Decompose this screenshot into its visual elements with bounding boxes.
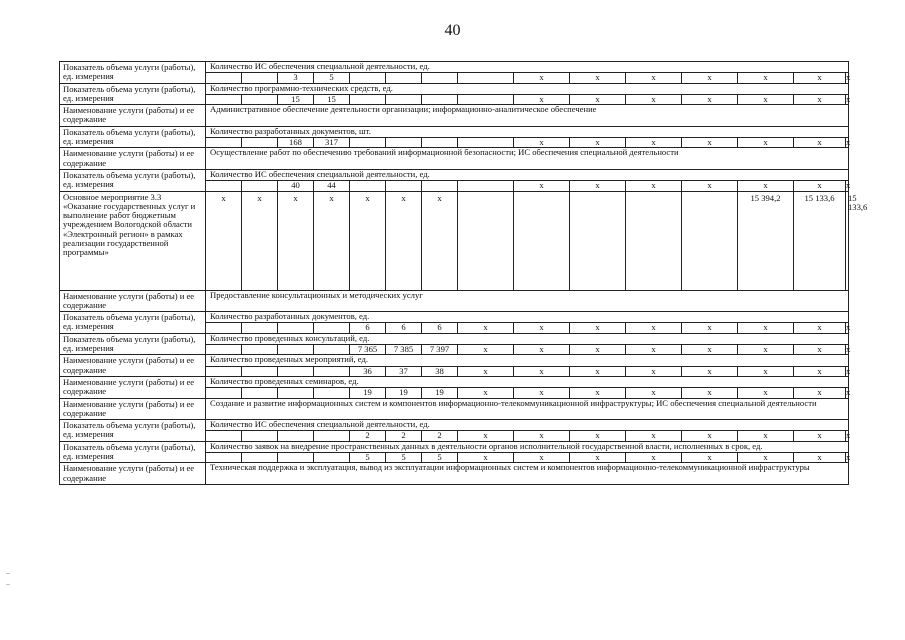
- value-cell: 38: [422, 366, 458, 376]
- value-cell: x: [846, 387, 851, 398]
- value-cell: [422, 138, 458, 148]
- value-cell: x: [514, 453, 570, 463]
- value-cell: [206, 345, 242, 355]
- value-cell: [206, 138, 242, 148]
- value-cell: [570, 191, 626, 290]
- value-cell: x: [794, 388, 846, 398]
- table-row: [60, 62, 849, 73]
- table-row: [60, 463, 849, 485]
- value-cell: 37: [386, 366, 422, 376]
- value-cell: x: [570, 345, 626, 355]
- row-label: Наименование услуги (работы) и ее содержание: [60, 148, 206, 170]
- value-cell: x: [682, 388, 738, 398]
- value-cell: x: [458, 366, 514, 376]
- value-cell: [350, 181, 386, 191]
- value-cell: [458, 73, 514, 83]
- value-cell: x: [350, 191, 386, 290]
- row-label: Показатель объема услуги (работы), ед. измерения: [60, 312, 206, 334]
- table-body: [60, 61, 868, 485]
- row-label: Наименование услуги (работы) и ее содержание: [60, 290, 206, 312]
- value-cell: 19: [422, 388, 458, 398]
- value-cell: 7 365: [350, 345, 386, 355]
- margin-mark: –: [6, 579, 10, 588]
- value-cell: x: [458, 323, 514, 333]
- value-cell: [278, 388, 314, 398]
- value-cell: x: [206, 191, 242, 290]
- row-label: Показатель объема услуги (работы), ед. измерения: [60, 169, 206, 191]
- row-description: Количество проведенных мероприятий, ед.: [206, 355, 849, 366]
- value-cell: 15: [314, 94, 350, 104]
- value-cell: x: [846, 93, 851, 104]
- value-cell: 317: [314, 138, 350, 148]
- value-cell: 36: [350, 366, 386, 376]
- value-cell: x: [682, 453, 738, 463]
- value-cell: x: [570, 181, 626, 191]
- value-cell: x: [626, 366, 682, 376]
- row-description: Количество программно-технических средств, ед.: [206, 83, 849, 94]
- value-cell: [278, 431, 314, 441]
- row-description: Количество заявок на внедрение пространственных данных в деятельности органов исполнительной государственной власти, исполненных в срок, ед.: [206, 441, 849, 452]
- value-cell: x: [794, 345, 846, 355]
- value-cell: 19: [350, 388, 386, 398]
- value-cell: 7 397: [422, 345, 458, 355]
- value-cell: [242, 181, 278, 191]
- value-cell: [422, 73, 458, 83]
- value-cell: 2: [422, 431, 458, 441]
- value-cell: x: [794, 73, 846, 83]
- value-cell: x: [738, 388, 794, 398]
- row-label: Основное мероприятие 3.3 «Оказание государственных услуг и выполнение работ бюджетным учреждением Вологодской области «Электронный регион» в рамках реализации государственной программы»: [60, 191, 206, 290]
- value-cell: [206, 431, 242, 441]
- value-cell: [350, 138, 386, 148]
- value-cell: x: [794, 94, 846, 104]
- row-label: Показатель объема услуги (работы), ед. измерения: [60, 83, 206, 105]
- value-cell: x: [682, 431, 738, 441]
- value-cell: x: [626, 94, 682, 104]
- value-cell: x: [846, 430, 851, 441]
- value-cell: [242, 366, 278, 376]
- value-cell: [458, 138, 514, 148]
- table-row: [60, 169, 849, 180]
- row-label: Наименование услуги (работы) и ее содержание: [60, 463, 206, 485]
- value-cell: [278, 323, 314, 333]
- value-cell: x: [626, 388, 682, 398]
- value-cell: x: [738, 431, 794, 441]
- table-row: [60, 333, 849, 344]
- row-description: Создание и развитие информационных систем и компонентов информационно-телекоммуникационной инфраструктуры; ИС обеспечения специальной деятельности: [206, 398, 849, 420]
- value-cell: x: [626, 431, 682, 441]
- value-cell: x: [570, 138, 626, 148]
- value-cell: x: [278, 191, 314, 290]
- value-cell: 5: [350, 453, 386, 463]
- value-cell: [242, 323, 278, 333]
- value-cell: x: [682, 181, 738, 191]
- value-cell: x: [626, 323, 682, 333]
- value-cell: x: [514, 181, 570, 191]
- value-cell: [242, 453, 278, 463]
- value-cell: x: [570, 323, 626, 333]
- value-cell: [242, 138, 278, 148]
- value-cell: [206, 366, 242, 376]
- value-cell: 2: [350, 431, 386, 441]
- value-cell: x: [846, 344, 851, 355]
- value-cell: x: [514, 138, 570, 148]
- value-cell: x: [846, 72, 851, 83]
- row-label: Наименование услуги (работы) и ее содержание: [60, 105, 206, 127]
- row-description: Предоставление консультационных и методических услуг: [206, 290, 849, 312]
- row-label: Показатель объема услуги (работы), ед. измерения: [60, 62, 206, 84]
- value-cell: x: [514, 94, 570, 104]
- value-cell: x: [570, 94, 626, 104]
- value-cell: x: [570, 388, 626, 398]
- value-cell: [386, 138, 422, 148]
- value-cell: [314, 431, 350, 441]
- table-row: [60, 83, 849, 94]
- row-description: Количество проведенных семинаров, ед.: [206, 376, 849, 387]
- value-cell: x: [846, 322, 851, 333]
- value-cell: x: [626, 138, 682, 148]
- value-cell: x: [314, 191, 350, 290]
- row-description: Административное обеспечение деятельности организации; информационно-аналитическое обеспечение: [206, 105, 849, 127]
- value-cell: [278, 366, 314, 376]
- value-cell: 6: [350, 323, 386, 333]
- value-cell: x: [242, 191, 278, 290]
- value-cell: [350, 73, 386, 83]
- value-cell: x: [514, 388, 570, 398]
- value-cell: 15: [278, 94, 314, 104]
- value-cell: [458, 94, 514, 104]
- value-cell: [626, 191, 682, 290]
- value-cell: 5: [386, 453, 422, 463]
- row-description: Количество ИС обеспечения специальной деятельности, ед.: [206, 62, 849, 73]
- value-cell: 40: [278, 181, 314, 191]
- value-cell: x: [846, 180, 851, 191]
- value-cell: [278, 453, 314, 463]
- row-description: Количество ИС обеспечения специальной деятельности, ед.: [206, 420, 849, 431]
- value-cell: x: [682, 94, 738, 104]
- value-cell: [682, 191, 738, 290]
- value-cell: [386, 94, 422, 104]
- value-cell: x: [514, 73, 570, 83]
- value-cell: x: [514, 345, 570, 355]
- value-cell: x: [682, 366, 738, 376]
- value-cell: [206, 388, 242, 398]
- value-cell: x: [738, 181, 794, 191]
- row-description: Количество ИС обеспечения специальной деятельности, ед.: [206, 169, 849, 180]
- value-cell: 19: [386, 388, 422, 398]
- row-description: Количество разработанных документов, ед.: [206, 312, 849, 323]
- row-label: Показатель объема услуги (работы), ед. измерения: [60, 333, 206, 355]
- page-number: 40: [444, 22, 461, 39]
- table-row: [60, 105, 849, 127]
- value-cell: x: [422, 191, 458, 290]
- program-table: [59, 61, 868, 485]
- table-row: [60, 148, 849, 170]
- table-row: [60, 290, 849, 312]
- value-cell: x: [682, 345, 738, 355]
- row-description: Осуществление работ по обеспечению требований информационной безопасности; ИС обеспечения специальной деятельности: [206, 148, 849, 170]
- value-cell: x: [738, 453, 794, 463]
- row-label: Показатель объема услуги (работы), ед. измерения: [60, 126, 206, 148]
- value-cell: x: [458, 431, 514, 441]
- value-cell: x: [846, 452, 851, 463]
- value-cell: x: [794, 181, 846, 191]
- value-cell: 15 133,6: [846, 191, 849, 290]
- value-cell: [314, 453, 350, 463]
- value-cell: x: [738, 323, 794, 333]
- row-description: Количество разработанных документов, шт.: [206, 126, 849, 137]
- value-cell: [206, 453, 242, 463]
- value-cell: x: [514, 323, 570, 333]
- margin-mark: –: [6, 568, 10, 577]
- table-row: [60, 420, 849, 431]
- value-cell: x: [682, 138, 738, 148]
- value-cell: 44: [314, 181, 350, 191]
- value-cell: 6: [422, 323, 458, 333]
- value-cell: x: [570, 431, 626, 441]
- value-cell: x: [738, 73, 794, 83]
- table-row: [60, 441, 849, 452]
- value-cell: x: [386, 191, 422, 290]
- value-cell: x: [794, 366, 846, 376]
- value-cell: 7 385: [386, 345, 422, 355]
- value-cell: [242, 73, 278, 83]
- value-cell: [206, 323, 242, 333]
- value-cell: [242, 431, 278, 441]
- value-cell: [206, 73, 242, 83]
- value-cell: 15 133,6: [794, 191, 846, 290]
- value-cell: x: [626, 181, 682, 191]
- value-cell: x: [794, 431, 846, 441]
- value-cell: x: [738, 138, 794, 148]
- value-cell: x: [514, 366, 570, 376]
- value-cell: x: [626, 453, 682, 463]
- value-cell: [242, 345, 278, 355]
- value-cell: x: [738, 366, 794, 376]
- row-label: Наименование услуги (работы) и ее содержание: [60, 398, 206, 420]
- value-cell: x: [570, 453, 626, 463]
- value-cell: x: [626, 73, 682, 83]
- value-cell: 5: [422, 453, 458, 463]
- value-cell: x: [570, 366, 626, 376]
- table-row: [60, 376, 849, 387]
- value-cell: 15 394,2: [738, 191, 794, 290]
- value-cell: 3: [278, 73, 314, 83]
- value-cell: [422, 181, 458, 191]
- value-cell: 168: [278, 138, 314, 148]
- row-description: Количество проведенных консультаций, ед.: [206, 333, 849, 344]
- value-cell: x: [846, 365, 851, 376]
- value-cell: [514, 191, 570, 290]
- row-description: Техническая поддержка и эксплуатация, вывод из эксплуатации информационных систем и компонентов информационно-телекоммуникационной инфраструктуры: [206, 463, 849, 485]
- value-cell: x: [682, 73, 738, 83]
- table-row: [60, 126, 849, 137]
- value-cell: [314, 345, 350, 355]
- value-cell: [386, 73, 422, 83]
- value-cell: x: [738, 345, 794, 355]
- value-cell: x: [738, 94, 794, 104]
- value-cell: x: [794, 453, 846, 463]
- value-cell: x: [846, 137, 851, 148]
- table-row: [60, 312, 849, 323]
- table-row: [60, 191, 849, 290]
- row-label: Наименование услуги (работы) и ее содержание: [60, 376, 206, 398]
- value-cell: x: [458, 345, 514, 355]
- value-cell: [278, 345, 314, 355]
- value-cell: [422, 94, 458, 104]
- value-cell: [458, 181, 514, 191]
- value-cell: 2: [386, 431, 422, 441]
- table-row: [60, 355, 849, 366]
- value-cell: x: [570, 73, 626, 83]
- value-cell: x: [794, 323, 846, 333]
- row-label: Показатель объема услуги (работы), ед. измерения: [60, 420, 206, 442]
- row-label: Наименование услуги (работы) и ее содержание: [60, 355, 206, 377]
- value-cell: 5: [314, 73, 350, 83]
- value-cell: [242, 94, 278, 104]
- value-cell: [314, 323, 350, 333]
- table-row: [60, 398, 849, 420]
- value-cell: x: [626, 345, 682, 355]
- value-cell: [350, 94, 386, 104]
- value-cell: [314, 366, 350, 376]
- value-cell: [314, 388, 350, 398]
- value-cell: x: [794, 138, 846, 148]
- value-cell: x: [458, 388, 514, 398]
- value-cell: 6: [386, 323, 422, 333]
- value-cell: x: [458, 453, 514, 463]
- value-cell: [386, 181, 422, 191]
- value-cell: x: [682, 323, 738, 333]
- value-cell: [242, 388, 278, 398]
- row-label: Показатель объема услуги (работы), ед. измерения: [60, 441, 206, 463]
- value-cell: [206, 181, 242, 191]
- value-cell: [206, 94, 242, 104]
- value-cell: x: [514, 431, 570, 441]
- value-cell: [458, 191, 514, 290]
